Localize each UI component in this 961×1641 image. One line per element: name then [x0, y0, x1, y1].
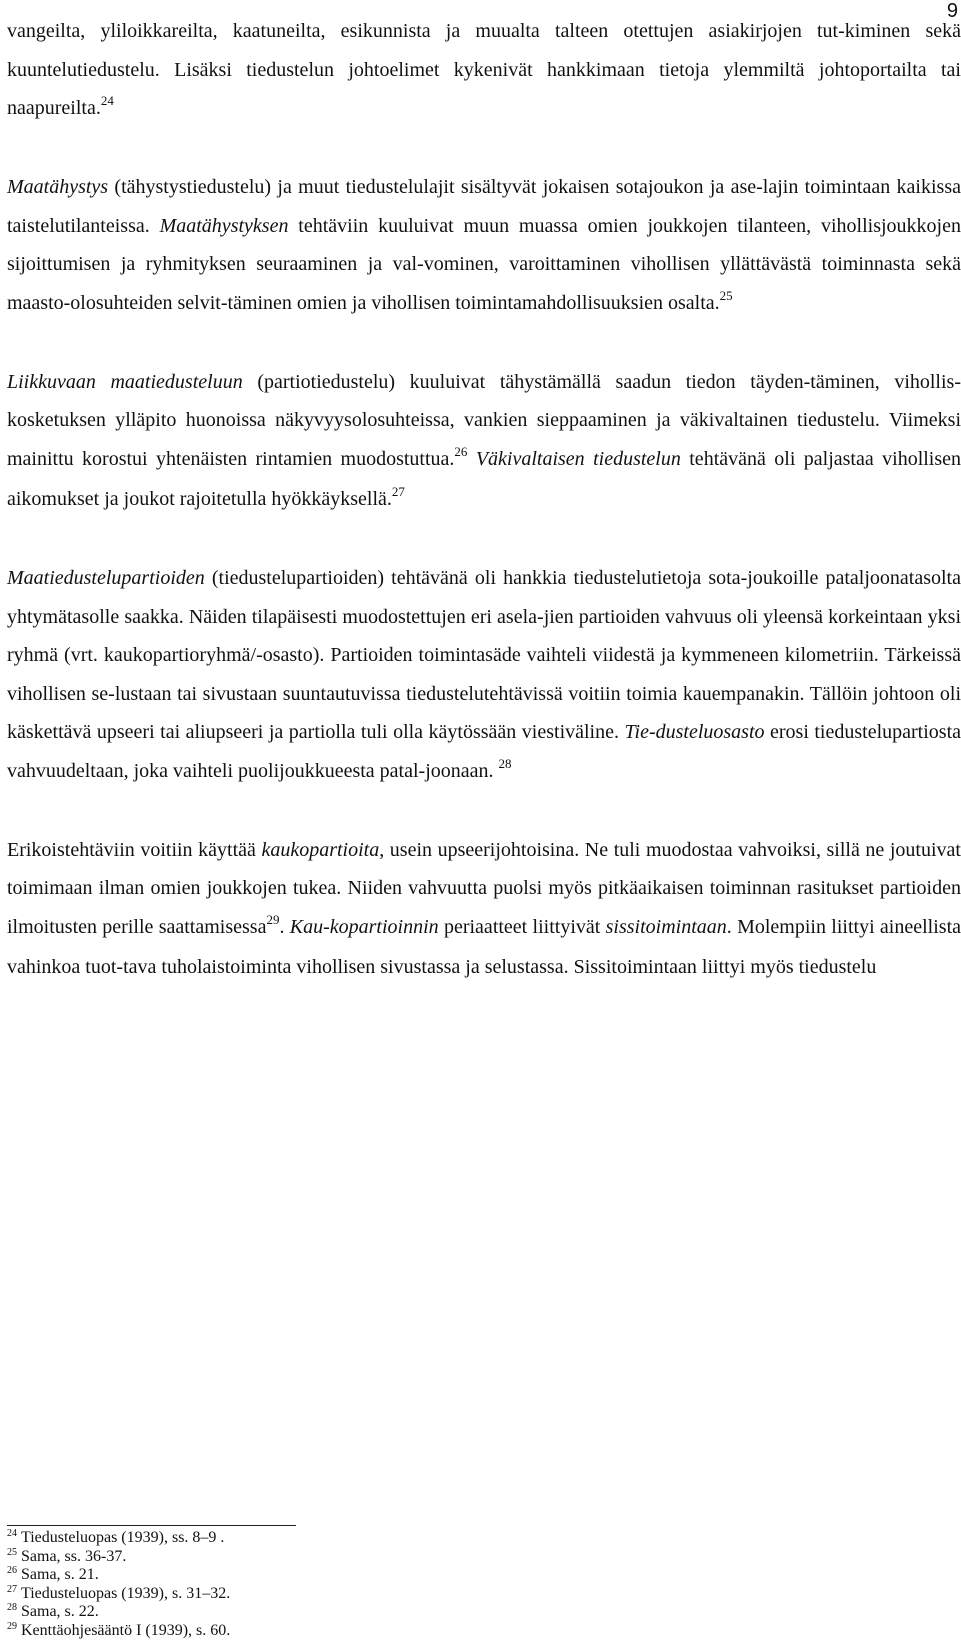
- text-run: (tähystystiedustelu) ja muut tiedustelulajit sisältyvät jokaisen sotajoukon ja ase-lajin toimintaan kaikissa taistelutilanteissa.: [7, 176, 961, 237]
- emphasized-term: Liikkuvaan maatiedusteluun: [7, 371, 243, 393]
- text-run: periaatteet liittyivät: [439, 916, 606, 938]
- footnote-text: Kenttäohjesääntö I (1939), s. 60.: [21, 1622, 230, 1639]
- footnote-number: 24: [7, 1528, 17, 1539]
- footnote: [7, 1586, 230, 1605]
- text-run: tehtävänä oli paljastaa vihollisen aikomukset ja joukot rajoitetulla hyökkäyksellä.: [7, 448, 961, 511]
- text-run: (partiotiedustelu) kuuluivat tähystämällä saadun tiedon täyden-täminen, viholliskosketuksen ylläpito huonoissa näkyvyysolosuhteissa, vankien sieppaaminen ja väkivaltainen tiedustelu. Viimeksi mainittu korostui yhtenäisten rintamien muodostuttua.: [7, 371, 961, 470]
- footnote: [7, 1567, 230, 1586]
- text-run: Erikoistehtäviin voitiin käyttää: [7, 839, 261, 861]
- footnote-number: 25: [7, 1547, 17, 1558]
- paragraph: [7, 12, 961, 130]
- footnote-number: 26: [7, 1565, 17, 1576]
- footnote-text: Sama, s. 22.: [21, 1603, 99, 1620]
- footnote-reference: 29: [266, 912, 279, 927]
- text-run: tehtäviin kuuluivat muun muassa omien joukkojen tilanteen, vihollisjoukkojen sijoittumisen ja ryhmityksen seuraaminen ja val-vominen, varoittaminen vihollisen yllättävästä toiminnasta sekä maasto-olosuhteiden selvit-täminen omien ja vihollisen toimintamahdollisuuksien osalta.: [7, 215, 961, 314]
- paragraph: [7, 168, 961, 324]
- emphasized-term: sissitoimintaan: [606, 916, 727, 938]
- footnote: [7, 1623, 230, 1641]
- document-body: [7, 12, 961, 1025]
- emphasized-term: Maatiedustelupartioiden: [7, 567, 205, 589]
- emphasized-term: Kau-kopartioinnin: [290, 916, 439, 938]
- paragraph: [7, 363, 961, 521]
- footnote-text: Sama, ss. 36-37.: [21, 1548, 126, 1565]
- footnote-reference: 27: [392, 484, 405, 499]
- footnote-number: 27: [7, 1584, 17, 1595]
- footnote-number: 29: [7, 1621, 17, 1632]
- text-run: (tiedustelupartioiden) tehtävänä oli hankkia tiedustelutietoja sota-joukoille pataljoonatasolta yhtymätasolle saakka. Näiden tilapäisesti muodostettujen eri asela-jien partioiden vahvuus oli yleensä korkeintaan yksi ryhmä (vrt. kaukopartioryhmä/-osasto). Partioiden toimintasäde vaihteli viidestä ja kymmeneen kilometriin. Tärkeissä vihollisen se-lustaan tai sivustaan suuntautuvissa tiedustelutehtävissä voitiin toimia kauempanakin. Tällöin johtoon oli käskettävä upseeri tai aliupseeri ja partiolla tuli olla käytössään viestiväline.: [7, 567, 961, 743]
- footnote-number: 28: [7, 1602, 17, 1613]
- footnotes: [7, 1530, 230, 1641]
- emphasized-term: Väkivaltaisen tiedustelun: [476, 448, 681, 470]
- footnote-reference: 28: [499, 756, 512, 771]
- page-number: 9: [947, 0, 958, 23]
- text-run: erosi tiedustelupartiosta vahvuudeltaan, joka vaihteli puolijoukkueesta patal-joonaan.: [7, 721, 961, 782]
- footnote: [7, 1530, 230, 1549]
- emphasized-term: Maatähystys: [7, 176, 108, 198]
- text-run: , usein upseerijohtoisina. Ne tuli muodostaa vahvoiksi, sillä ne joutuivat toimimaan ilman omien joukkojen tukea. Niiden vahvuutta puolsi myös pitkäaikaisen toiminnan rasitukset partioiden ilmoitusten perille saattamisessa: [7, 839, 961, 938]
- footnote-text: Tiedusteluopas (1939), s. 31–32.: [21, 1585, 230, 1602]
- footnote: [7, 1549, 230, 1568]
- paragraph: [7, 831, 961, 987]
- text-run: .: [279, 916, 289, 938]
- footnote: [7, 1604, 230, 1623]
- footnote-reference: 25: [720, 288, 733, 303]
- emphasized-term: kaukopartioita: [261, 839, 379, 861]
- paragraph: [7, 559, 961, 792]
- footnote-text: Tiedusteluopas (1939), ss. 8–9 .: [21, 1529, 224, 1546]
- text-run: [467, 448, 475, 470]
- footnote-text: Sama, s. 21.: [21, 1566, 99, 1583]
- footnote-divider: [7, 1525, 296, 1526]
- footnote-reference: 24: [101, 93, 114, 108]
- emphasized-term: Tie-dusteluosasto: [625, 721, 765, 743]
- text-run: vangeilta, yliloikkareilta, kaatuneilta, esikunnista ja muualta talteen otettujen asiakirjojen tut-kiminen sekä kuuntelutiedustelu. Lisäksi tiedustelun johtoelimet kykenivät hankkimaan tietoja ylemmiltä johtoportailta tai naapureilta.: [7, 20, 961, 119]
- footnote-reference: 26: [454, 444, 467, 459]
- text-run: . Molempiin liittyi aineellista vahinkoa tuot-tava tuholaistoiminta vihollisen sivustassa ja selustassa. Sissitoimintaan liittyi myös tiedustelu: [7, 916, 961, 979]
- emphasized-term: Maatähystyksen: [160, 215, 289, 237]
